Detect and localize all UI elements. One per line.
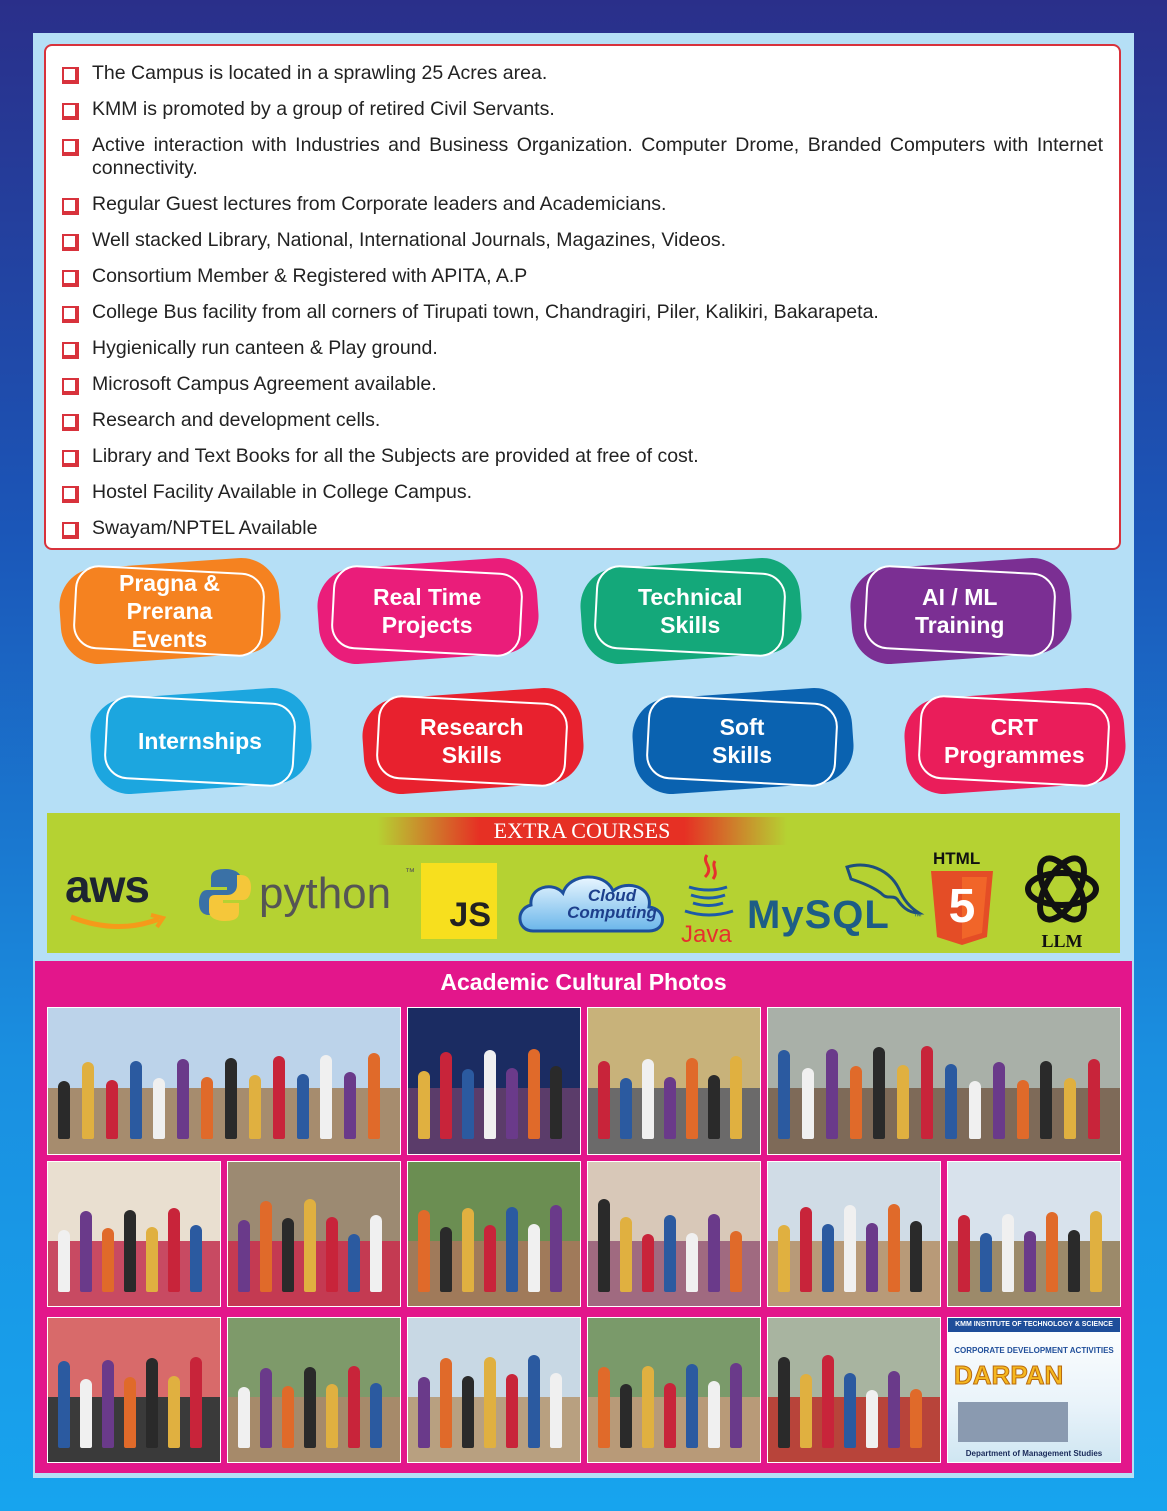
program-label: Technical Skills	[637, 583, 743, 638]
person-figure	[730, 1056, 742, 1139]
person-figure	[598, 1061, 610, 1140]
person-figure	[642, 1366, 654, 1448]
person-figure	[418, 1210, 430, 1292]
html5-logo	[927, 849, 997, 949]
darpan-poster	[947, 1317, 1121, 1463]
badge-shape-front	[375, 694, 569, 788]
checkbox-bullet-icon	[62, 522, 77, 537]
person-figure	[550, 1205, 562, 1291]
person-figure	[866, 1223, 878, 1292]
person-figure	[528, 1224, 540, 1292]
person-figure	[969, 1081, 981, 1139]
person-figure	[484, 1225, 496, 1291]
cultural-photo	[947, 1161, 1121, 1307]
person-figure	[664, 1215, 676, 1291]
javascript-logo	[421, 863, 497, 939]
person-figure	[993, 1062, 1005, 1139]
person-figure	[370, 1215, 382, 1291]
person-figure	[730, 1231, 742, 1291]
checkbox-bullet-icon	[62, 378, 77, 393]
person-figure	[826, 1049, 838, 1140]
person-figure	[550, 1373, 562, 1448]
badge-shape-front	[330, 564, 524, 658]
person-figure	[958, 1215, 970, 1291]
person-figure	[800, 1374, 812, 1447]
cultural-photo	[47, 1007, 401, 1155]
person-figure	[304, 1199, 316, 1291]
person-figure	[146, 1358, 158, 1447]
poster-building	[958, 1402, 1068, 1442]
person-figure	[418, 1071, 430, 1140]
html5-number: 5	[948, 880, 976, 933]
person-figure	[921, 1046, 933, 1139]
features-panel	[44, 44, 1121, 550]
checkbox-bullet-icon	[62, 342, 77, 357]
checkbox-bullet-icon	[62, 414, 77, 429]
person-figure	[822, 1224, 834, 1292]
person-figure	[850, 1066, 862, 1139]
person-figure	[190, 1357, 202, 1448]
person-figure	[102, 1228, 114, 1291]
person-figure	[598, 1367, 610, 1448]
feature-text: Microsoft Campus Agreement available.	[92, 373, 437, 395]
person-figure	[304, 1367, 316, 1448]
poster-footer: Department of Management Studies	[965, 1449, 1103, 1458]
person-figure	[598, 1199, 610, 1291]
person-figure	[80, 1211, 92, 1292]
checkbox-bullet-icon	[62, 270, 77, 285]
cloud-computing-logo	[513, 865, 673, 945]
program-badge	[363, 693, 583, 789]
badge-shape-front	[103, 694, 297, 788]
person-figure	[440, 1227, 452, 1292]
person-figure	[326, 1217, 338, 1292]
mysql-logo	[747, 855, 927, 945]
person-figure	[550, 1066, 562, 1139]
person-figure	[462, 1376, 474, 1448]
person-figure	[348, 1366, 360, 1448]
person-figure	[130, 1061, 142, 1140]
program-label: CRT Programmes	[943, 714, 1085, 768]
program-badge	[581, 563, 801, 659]
program-badge	[851, 563, 1071, 659]
program-badge	[633, 693, 853, 789]
person-figure	[980, 1233, 992, 1292]
person-figure	[528, 1355, 540, 1447]
python-snake-icon	[199, 867, 251, 923]
cultural-photo	[587, 1007, 761, 1155]
person-figure	[80, 1379, 92, 1448]
feature-text: College Bus facility from all corners of Tirupati town, Chandragiri, Piler, Kalikiri, Bakarapeta.	[92, 301, 879, 323]
person-figure	[124, 1210, 136, 1292]
aws-logo	[65, 859, 175, 939]
person-figure	[866, 1390, 878, 1448]
person-figure	[370, 1383, 382, 1448]
program-label: Internships	[138, 728, 262, 754]
person-figure	[708, 1381, 720, 1447]
feature-item	[62, 193, 1103, 216]
person-figure	[802, 1068, 814, 1140]
person-figure	[664, 1077, 676, 1140]
checkbox-bullet-icon	[62, 67, 77, 82]
person-figure	[1090, 1211, 1102, 1292]
feature-text: Research and development cells.	[92, 409, 381, 431]
person-figure	[440, 1052, 452, 1140]
person-figure	[238, 1220, 250, 1292]
llm-logo	[1017, 847, 1107, 953]
person-figure	[58, 1361, 70, 1447]
cultural-photo	[767, 1317, 941, 1463]
person-figure	[686, 1058, 698, 1140]
person-figure	[273, 1056, 285, 1139]
person-figure	[484, 1357, 496, 1448]
person-figure	[642, 1234, 654, 1292]
feature-text: Active interaction with Industries and Business Organization. Computer Drome, Branded Computers with Internet connectivity.	[92, 134, 1103, 179]
feature-item	[62, 134, 1103, 180]
java-wordmark: Java	[681, 921, 732, 948]
feature-text: Regular Guest lectures from Corporate leaders and Academicians.	[92, 193, 667, 215]
program-badge	[91, 693, 311, 789]
person-figure	[282, 1218, 294, 1291]
aws-wordmark: aws	[65, 860, 149, 912]
person-figure	[778, 1225, 790, 1291]
cultural-photo	[47, 1161, 221, 1307]
person-figure	[642, 1059, 654, 1139]
person-figure	[664, 1383, 676, 1448]
person-figure	[1040, 1061, 1052, 1140]
badge-shape-front	[72, 564, 266, 658]
cultural-photo	[47, 1317, 221, 1463]
poster-header: KMM INSTITUTE OF TECHNOLOGY & SCIENCE	[948, 1318, 1120, 1332]
feature-item	[62, 265, 1103, 288]
person-figure	[146, 1227, 158, 1292]
person-figure	[282, 1386, 294, 1448]
person-figure	[201, 1077, 213, 1140]
java-logo	[679, 851, 739, 951]
person-figure	[326, 1384, 338, 1447]
feature-text: Well stacked Library, National, International Journals, Magazines, Videos.	[92, 229, 727, 251]
llm-label: LLM	[1041, 931, 1083, 951]
java-cup-icon	[679, 851, 739, 917]
feature-text: Consortium Member & Registered with APITA, A.P	[92, 265, 528, 287]
person-figure	[910, 1221, 922, 1292]
person-figure	[888, 1204, 900, 1292]
person-figure	[506, 1068, 518, 1140]
program-label: Soft Skills	[711, 713, 773, 768]
person-figure	[910, 1389, 922, 1448]
cultural-photo	[587, 1317, 761, 1463]
mysql-trademark: ™	[913, 911, 922, 921]
person-figure	[620, 1217, 632, 1292]
person-figure	[249, 1075, 261, 1139]
person-figure	[484, 1050, 496, 1139]
person-figure	[368, 1053, 380, 1139]
checkbox-bullet-icon	[62, 139, 77, 154]
person-figure	[506, 1374, 518, 1447]
checkbox-bullet-icon	[62, 486, 77, 501]
cultural-photo	[407, 1007, 581, 1155]
person-figure	[102, 1360, 114, 1448]
person-figure	[82, 1062, 94, 1139]
person-figure	[778, 1050, 790, 1139]
feature-item	[62, 409, 1103, 432]
program-label: Research Skills	[420, 713, 524, 768]
person-figure	[844, 1373, 856, 1448]
program-badge	[318, 563, 538, 659]
feature-item	[62, 337, 1103, 360]
feature-text: Swayam/NPTEL Available	[92, 517, 318, 539]
badge-shape-front	[917, 694, 1111, 788]
person-figure	[506, 1207, 518, 1292]
cultural-photo	[767, 1161, 941, 1307]
person-figure	[528, 1049, 540, 1140]
feature-text: The Campus is located in a sprawling 25 Acres area.	[92, 62, 548, 84]
feature-text: Library and Text Books for all the Subjects are provided at free of cost.	[92, 445, 699, 467]
poster-title: DARPAN	[954, 1360, 1064, 1390]
javascript-wordmark: JS	[449, 896, 491, 934]
person-figure	[168, 1376, 180, 1448]
feature-item	[62, 481, 1103, 504]
person-figure	[225, 1058, 237, 1140]
person-figure	[708, 1214, 720, 1292]
person-figure	[778, 1357, 790, 1448]
person-figure	[177, 1059, 189, 1139]
person-figure	[945, 1064, 957, 1140]
person-figure	[168, 1208, 180, 1292]
person-figure	[1068, 1230, 1080, 1292]
person-figure	[462, 1069, 474, 1139]
python-trademark: ™	[405, 867, 415, 878]
feature-item	[62, 517, 1103, 540]
checkbox-bullet-icon	[62, 198, 77, 213]
program-label: Real Time Projects	[372, 584, 482, 638]
program-badge	[905, 693, 1125, 789]
person-figure	[708, 1075, 720, 1139]
person-figure	[344, 1072, 356, 1139]
person-figure	[1002, 1214, 1014, 1292]
program-label: AI / ML Training	[915, 583, 1005, 638]
photos-section	[35, 961, 1132, 1473]
person-figure	[620, 1384, 632, 1447]
cloud-computing-text: Cloud Computing	[567, 886, 657, 922]
person-figure	[800, 1207, 812, 1292]
photos-title: Academic Cultural Photos	[440, 969, 727, 995]
content-frame	[33, 33, 1134, 1478]
person-figure	[297, 1074, 309, 1140]
person-figure	[418, 1377, 430, 1448]
cultural-photo	[407, 1161, 581, 1307]
program-label: Pragna & Prerana Events	[118, 569, 220, 652]
python-wordmark: python	[259, 869, 392, 918]
python-logo	[199, 861, 429, 931]
cultural-photo	[227, 1161, 401, 1307]
person-figure	[822, 1355, 834, 1447]
extra-courses-banner	[47, 813, 1120, 953]
person-figure	[844, 1205, 856, 1291]
person-figure	[260, 1201, 272, 1292]
mysql-wordmark: MySQL	[747, 893, 890, 937]
checkbox-bullet-icon	[62, 234, 77, 249]
person-figure	[686, 1233, 698, 1292]
person-figure	[58, 1230, 70, 1292]
person-figure	[1024, 1231, 1036, 1291]
extra-courses-title: EXTRA COURSES	[377, 817, 787, 845]
person-figure	[1017, 1080, 1029, 1140]
checkbox-bullet-icon	[62, 103, 77, 118]
feature-text: KMM is promoted by a group of retired Civil Servants.	[92, 98, 555, 120]
person-figure	[1064, 1078, 1076, 1139]
aws-smile-icon	[67, 913, 167, 933]
person-figure	[686, 1364, 698, 1448]
person-figure	[106, 1080, 118, 1140]
person-figure	[897, 1065, 909, 1139]
cultural-photo	[227, 1317, 401, 1463]
feature-item	[62, 301, 1103, 324]
checkbox-bullet-icon	[62, 450, 77, 465]
person-figure	[730, 1363, 742, 1448]
feature-text: Hygienically run canteen & Play ground.	[92, 337, 438, 359]
person-figure	[462, 1208, 474, 1292]
person-figure	[1046, 1212, 1058, 1291]
poster-subtitle: CORPORATE DEVELOPMENT ACTIVITIES	[954, 1346, 1114, 1355]
person-figure	[620, 1078, 632, 1139]
openai-knot-icon	[1017, 847, 1107, 931]
person-figure	[1088, 1059, 1100, 1139]
badge-shape-front	[593, 564, 787, 658]
person-figure	[320, 1055, 332, 1140]
person-figure	[888, 1371, 900, 1447]
person-figure	[153, 1078, 165, 1139]
person-figure	[348, 1234, 360, 1292]
features-list	[62, 62, 1103, 540]
cultural-photo	[767, 1007, 1121, 1155]
feature-item	[62, 62, 1103, 85]
feature-item	[62, 98, 1103, 121]
cultural-photo	[587, 1161, 761, 1307]
person-figure	[58, 1081, 70, 1139]
program-badge	[60, 563, 280, 659]
badge-shape-front	[645, 694, 839, 788]
person-figure	[124, 1377, 136, 1448]
person-figure	[190, 1225, 202, 1291]
cultural-photo	[407, 1317, 581, 1463]
checkbox-bullet-icon	[62, 306, 77, 321]
badge-shape-front	[863, 564, 1057, 658]
feature-item	[62, 229, 1103, 252]
feature-item	[62, 445, 1103, 468]
feature-text: Hostel Facility Available in College Campus.	[92, 481, 473, 503]
person-figure	[238, 1387, 250, 1447]
feature-item	[62, 373, 1103, 396]
person-figure	[440, 1358, 452, 1447]
person-figure	[260, 1368, 272, 1447]
html5-label: HTML	[933, 849, 981, 868]
person-figure	[873, 1047, 885, 1139]
